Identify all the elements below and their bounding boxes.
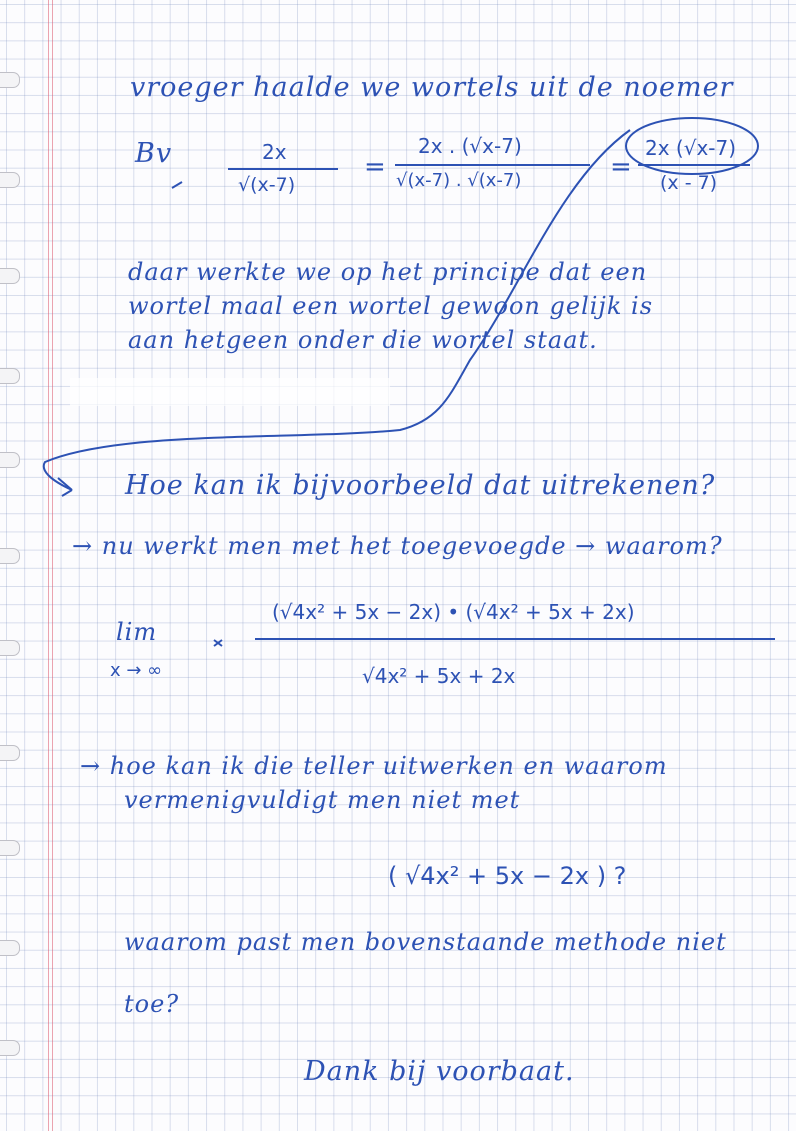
example-label: Bv <box>135 138 173 169</box>
fraction3-numerator: 2x (√x-7) <box>645 136 737 160</box>
circle-around-result <box>626 118 758 174</box>
fraction2-numerator: 2x . (√x-7) <box>418 134 522 158</box>
fraction1-denominator: √(x-7) <box>238 174 296 196</box>
star-mark <box>214 640 222 646</box>
limit-numerator: (√4x² + 5x − 2x) • (√4x² + 5x + 2x) <box>272 600 635 624</box>
equals-2: = <box>610 152 632 182</box>
closing-signature: Dank bij voorbaat. <box>304 1056 575 1087</box>
paragraph-line-1: daar werkte we op het principe dat een <box>128 258 648 286</box>
heading-line: vroeger haalde we wortels uit de noemer <box>130 72 734 103</box>
question-3-line-1: waarom past men bovenstaande methode niet <box>124 928 727 956</box>
equals-1: = <box>364 152 386 182</box>
limit-lim: lim <box>116 618 158 646</box>
erased-area <box>70 378 390 406</box>
conjugate-expression: ( √4x² + 5x − 2x ) ? <box>388 862 627 890</box>
tick-mark <box>172 182 182 188</box>
question-2-line-2: vermenigvuldigt men niet met <box>124 786 521 814</box>
question-2-line-1: → hoe kan ik die teller uitwerken en waarom <box>80 752 668 780</box>
limit-denominator: √4x² + 5x + 2x <box>362 664 516 688</box>
fraction2-denominator: √(x-7) . √(x-7) <box>396 170 522 191</box>
question-3-line-2: toe? <box>124 990 180 1018</box>
fraction3-denominator: (x - 7) <box>660 172 718 194</box>
connecting-arrow <box>44 130 630 490</box>
question-1: Hoe kan ik bijvoorbeeld dat uitrekenen? <box>125 470 716 501</box>
note-toegevoegde: → nu werkt men met het toegevoegde → waarom? <box>72 532 723 560</box>
paragraph-line-3: aan hetgeen onder die wortel staat. <box>128 326 598 354</box>
paragraph-line-2: wortel maal een wortel gewoon gelijk is <box>128 292 654 320</box>
limit-subscript: x → ∞ <box>110 660 163 681</box>
fraction1-numerator: 2x <box>262 140 287 164</box>
